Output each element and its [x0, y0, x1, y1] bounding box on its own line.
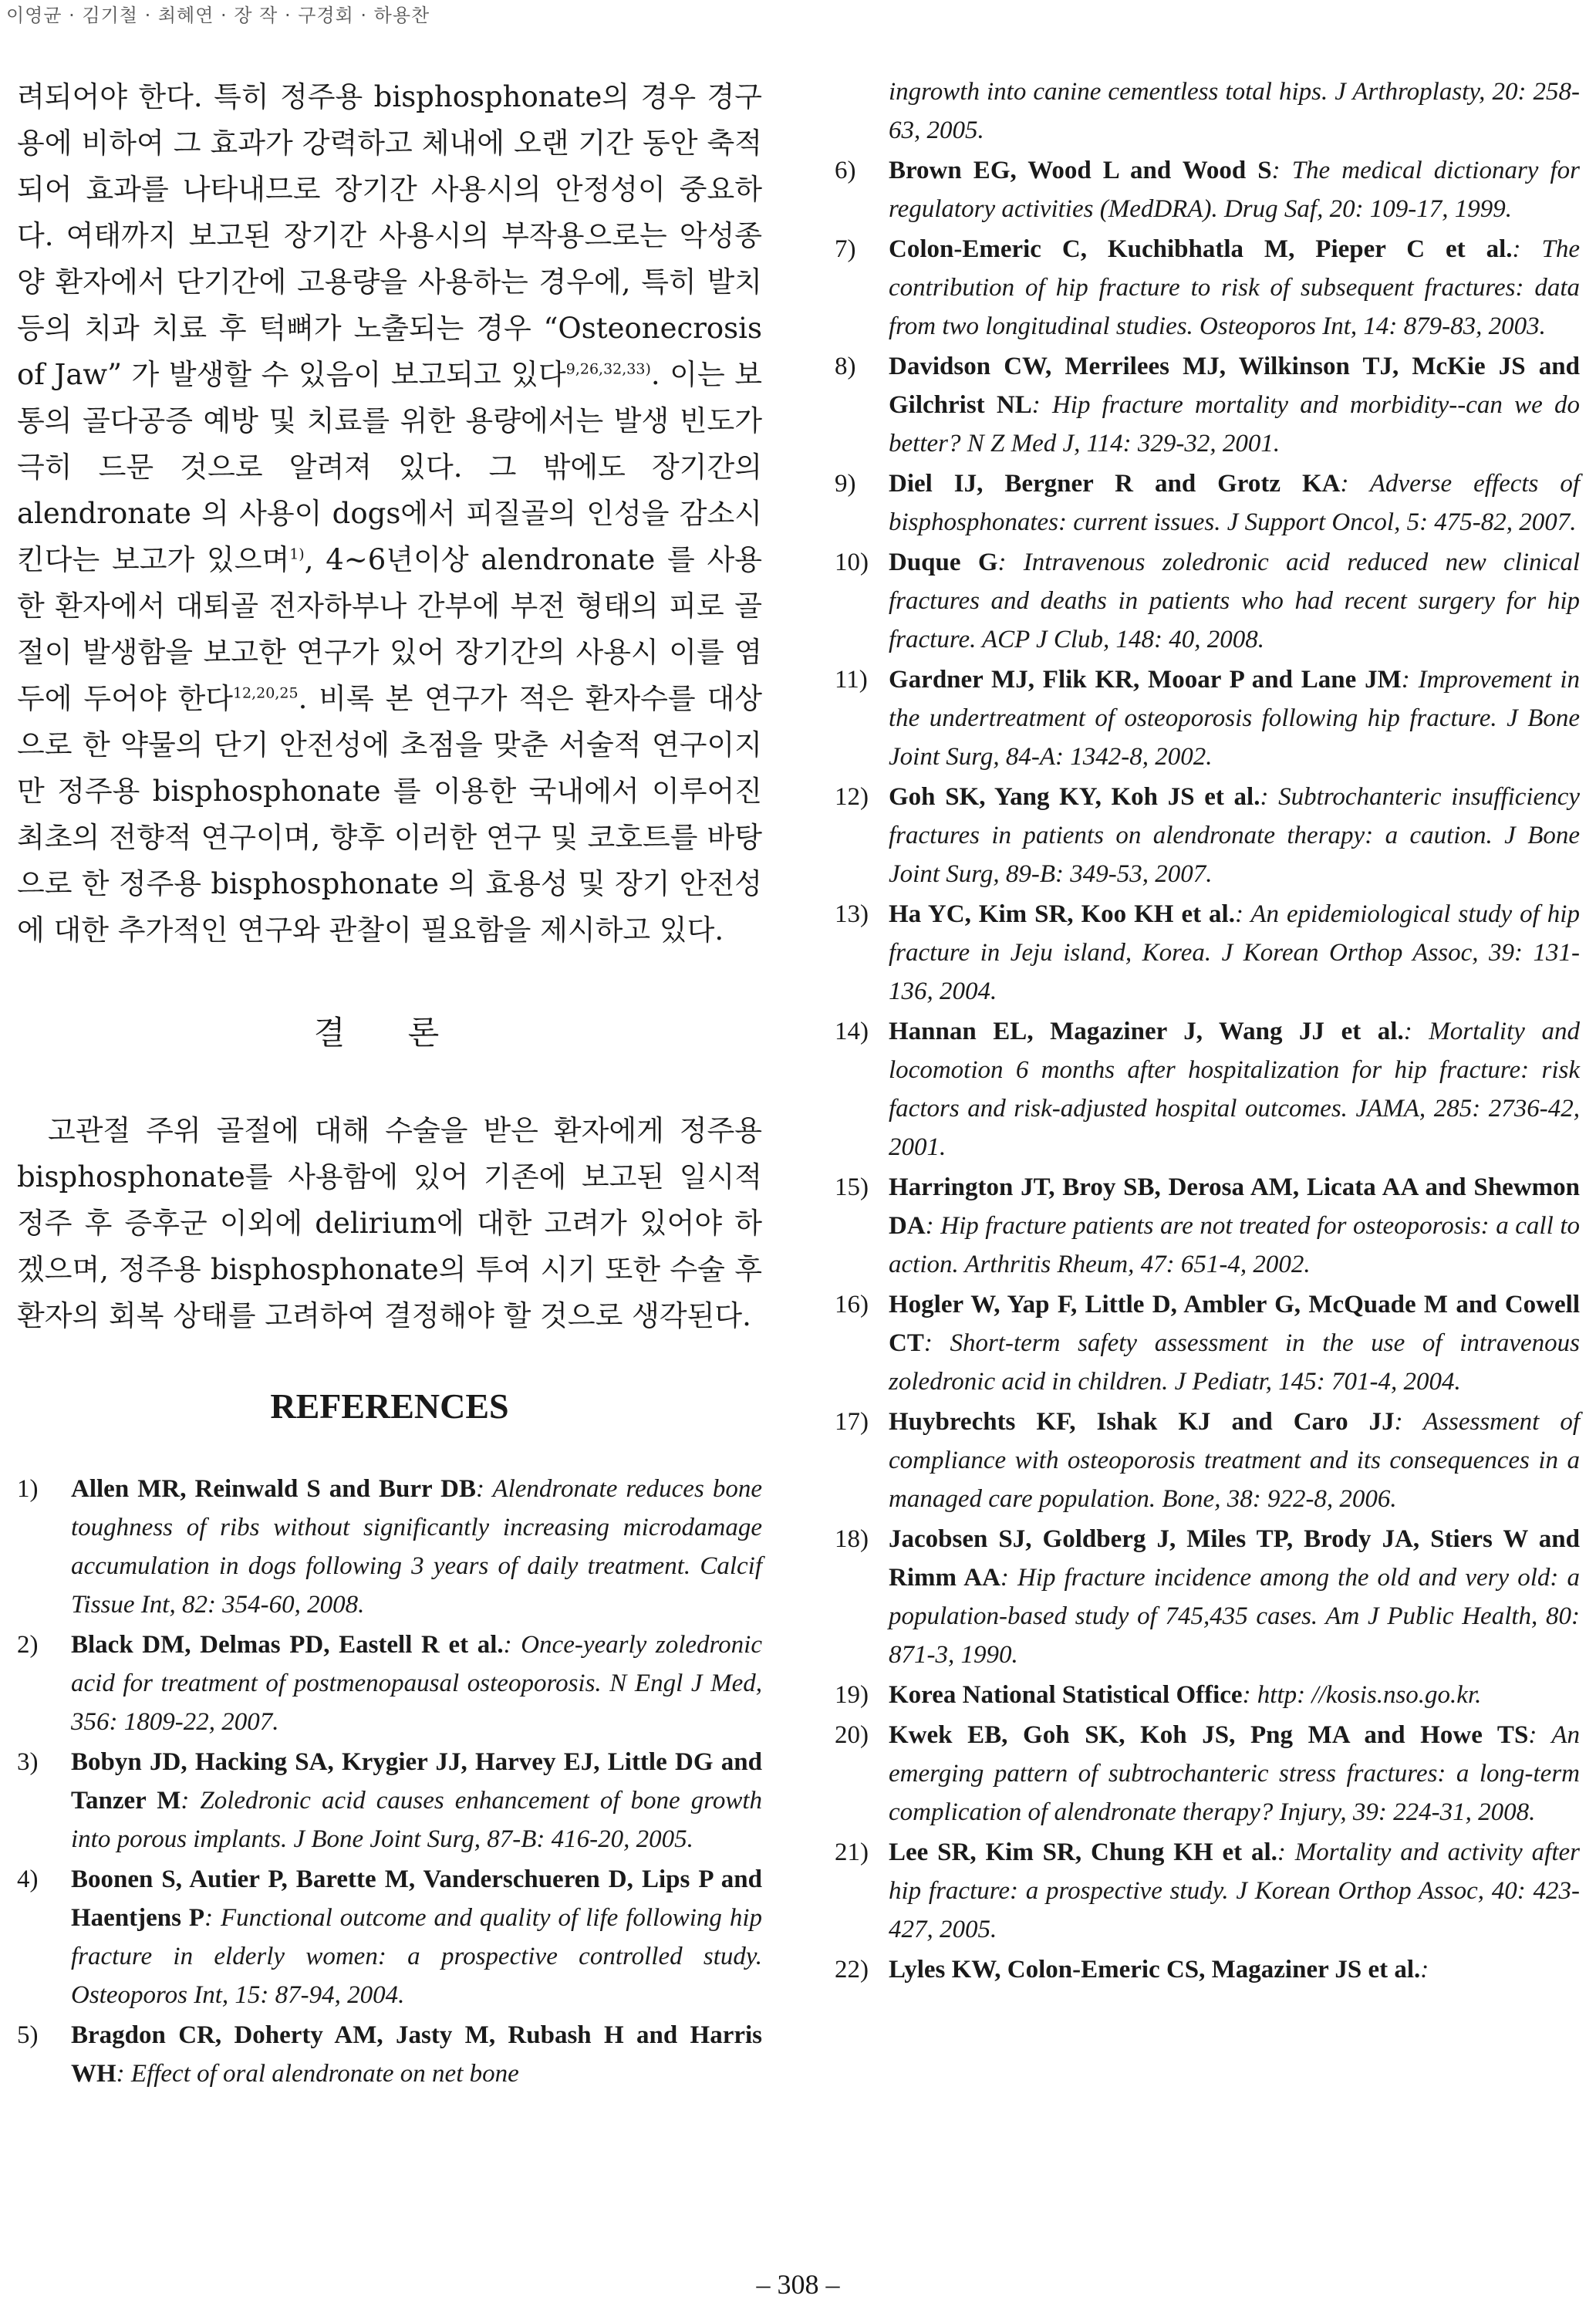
reference-number: 3): [17, 1748, 39, 1776]
paragraph-text-segment: 려되어야 한다. 특히 정주용 bisphosphonate의 경우 경구용에 비하여 그 효과가 강력하고 체내에 오랜 기간 동안 축적되어 효과를 나타내므로 장기간 사용시의 안정성이 중요하다. 여태까지 보고된 장기간 사용시의 부작용으로는 악성종양 환자에서 단기간에 고용량을 사용하는 경우에, 특히 발치 등의 치과 치료 후 턱뼈가 노출되는 경우 “Osteonecrosis of Jaw” 가 발생할 수 있음이 보고되고 있다: [17, 80, 762, 391]
reference-item: [835, 660, 1580, 776]
reference-number: 6): [835, 157, 856, 184]
reference-body: [889, 1716, 1580, 1832]
reference-item: [835, 543, 1580, 659]
reference-citation: : The medical dictionary for regulatory activities (MedDRA). Drug Saf, 20: 109-17, 1999.: [889, 157, 1580, 223]
reference-citation: : Zoledronic acid causes enhancement of bone growth into porous implants. J Bone Joint Surg, 87-B: 416-20, 2005.: [71, 1787, 762, 1853]
reference-authors: Korea National Statistical Office: [889, 1681, 1243, 1709]
reference-body: [889, 1950, 1580, 1989]
reference-authors: Lyles KW, Colon-Emeric CS, Magaziner JS et al.: [889, 1956, 1421, 1984]
reference-body: [889, 230, 1580, 346]
reference-citation: : Improvement in the undertreatment of osteoporosis following hip fracture. J Bone Joint Surg, 84-A: 1342-8, 2002.: [889, 666, 1580, 771]
reference-item: [835, 1168, 1580, 1284]
reference-authors: Brown EG, Wood L and Wood S: [889, 157, 1272, 184]
reference-item: [835, 1833, 1580, 1949]
page-number: – 308 –: [756, 2269, 840, 2300]
reference-item: [835, 895, 1580, 1011]
reference-item: [835, 464, 1580, 542]
reference-body: [889, 151, 1580, 228]
reference-body: [71, 1743, 762, 1859]
reference-citation: : Hip fracture patients are not treated for osteoporosis: a call to action. Arthritis Rheum, 47: 651-4, 2002.: [889, 1212, 1580, 1278]
reference-number: 13): [835, 900, 869, 928]
reference-item: [835, 1950, 1580, 1989]
citation-superscript: 9,26,32,33): [565, 360, 651, 378]
reference-authors: Duque G: [889, 549, 998, 576]
reference-citation: : Hip fracture incidence among the old and very old: a population-based study of 745,435 cases. Am J Public Health, 80: 871-3, 1990.: [889, 1564, 1580, 1669]
reference-item: [835, 1676, 1580, 1714]
references-list-right: [835, 151, 1580, 1989]
reference-number: 8): [835, 353, 856, 380]
reference-item: [835, 1520, 1580, 1674]
reference-citation: :: [1420, 1956, 1429, 1984]
reference-citation: : Alendronate reduces bone toughness of ribs without significantly increasing microdamage accumulation in dogs following 3 years of daily treatment. Calcif Tissue Int, 82: 354-60, 2008.: [71, 1475, 762, 1619]
reference-citation: : An emerging pattern of subtrochanteric stress fractures: a long-term complication of alendronate therapy? Injury, 39: 224-31, 2008.: [889, 1721, 1580, 1826]
reference-number: 22): [835, 1956, 869, 1984]
citation-superscript: 12,20,25: [232, 684, 299, 702]
reference-item: [835, 347, 1580, 463]
reference-number: 1): [17, 1475, 39, 1503]
reference-authors: Diel IJ, Bergner R and Grotz KA: [889, 470, 1341, 498]
reference-authors: Boonen S, Autier P, Barette M, Vanderschueren D, Lips P and Haentjens P: [71, 1865, 762, 1932]
reference-body: [889, 660, 1580, 776]
reference-item: [835, 230, 1580, 346]
reference-authors: Black DM, Delmas PD, Eastell R et al.: [71, 1631, 504, 1659]
reference-authors: Jacobsen SJ, Goldberg J, Miles TP, Brody JA, Stiers W and Rimm AA: [889, 1525, 1580, 1592]
reference-citation: : http: //kosis.nso.go.kr.: [1242, 1681, 1482, 1709]
reference-body: [889, 543, 1580, 659]
reference-authors: Gardner MJ, Flik KR, Mooar P and Lane JM: [889, 666, 1402, 694]
reference-citation: : Once-yearly zoledronic acid for treatment of postmenopausal osteoporosis. N Engl J Med, 356: 1809-22, 2007.: [71, 1631, 762, 1736]
reference-authors: Huybrechts KF, Ishak KJ and Caro JJ: [889, 1408, 1395, 1436]
reference-authors: Lee SR, Kim SR, Chung KH et al.: [889, 1838, 1277, 1866]
conclusion-title: 결 론: [313, 1014, 466, 1052]
reference-body: [889, 778, 1580, 893]
reference-item: [835, 1012, 1580, 1167]
conclusion-paragraph: 고관절 주위 골절에 대해 수술을 받은 환자에게 정주용 bisphosphonate를 사용함에 있어 기존에 보고된 일시적 정주 후 증후군 이외에 delirium에 대한 고려가 있어야 하겠으며, 정주용 bisphosphonate의 투여 시기 또한 수술 후 환자의 회복 상태를 고려하여 결정해야 할 것으로 생각된다.: [17, 1114, 763, 1332]
reference-body: [889, 464, 1580, 542]
reference-number: 7): [835, 235, 856, 263]
reference-number: 19): [835, 1681, 869, 1709]
reference-number: 16): [835, 1291, 869, 1318]
reference-body: [889, 1285, 1580, 1401]
running-header: 이영균 · 김기철 · 최혜연 · 장 작 · 구경회 · 하용찬: [6, 5, 430, 26]
reference-body: [889, 1520, 1580, 1674]
reference-body: [889, 1676, 1580, 1714]
reference-authors: Hannan EL, Magaziner J, Wang JJ et al.: [889, 1018, 1404, 1045]
reference-body: [889, 347, 1580, 463]
reference-item: [835, 151, 1580, 228]
reference-body: [71, 2016, 762, 2093]
reference-item: [835, 1716, 1580, 1832]
reference-body: [71, 1470, 762, 1624]
reference-citation: : Short-term safety assessment in the use of intravenous zoledronic acid in children. J Pediatr, 145: 701-4, 2004.: [889, 1329, 1580, 1396]
paragraph-text-segment: . 비록 본 연구가 적은 환자수를 대상으로 한 약물의 단기 안전성에 초점을 맞춘 서술적 연구이지만 정주용 bisphosphonate 를 이용한 국내에서 이루어진 최초의 전향적 연구이며, 향후 이러한 연구 및 코호트를 바탕으로 한 정주용 bisphosphonate 의 효용성 및 장기 안전성에 대한 추가적인 연구와 관찰이 필요함을 제시하고 있다.: [17, 682, 763, 947]
reference-authors: Bragdon CR, Doherty AM, Jasty M, Rubash H and Harris WH: [71, 2021, 762, 2088]
reference-authors: Bobyn JD, Hacking SA, Krygier JJ, Harvey EJ, Little DG and Tanzer M: [71, 1748, 762, 1815]
reference-continuation: [835, 73, 1580, 150]
reference-item: [835, 778, 1580, 893]
reference-authors: Goh SK, Yang KY, Koh JS et al.: [889, 783, 1260, 811]
reference-citation: : The contribution of hip fracture to risk of subsequent fractures: data from two longitudinal studies. Osteoporos Int, 14: 879-83, 2003.: [889, 235, 1580, 340]
reference-authors: Davidson CW, Merrilees MJ, Wilkinson TJ, McKie JS and Gilchrist NL: [889, 353, 1580, 419]
reference-number: 18): [835, 1525, 869, 1553]
reference-number: 9): [835, 470, 856, 498]
reference-authors: Allen MR, Reinwald S and Burr DB: [71, 1475, 476, 1503]
reference-citation: : An epidemiological study of hip fracture in Jeju island, Korea. J Korean Orthop Assoc, 39: 131-136, 2004.: [889, 900, 1580, 1005]
reference-body: [889, 1403, 1580, 1518]
reference-item: [17, 2016, 762, 2093]
reference-citation: : Adverse effects of bisphosphonates: current issues. J Support Oncol, 5: 475-82, 2007.: [889, 470, 1581, 536]
reference-number: 4): [17, 1865, 39, 1893]
reference-number: 11): [835, 666, 868, 694]
reference-body: [889, 1833, 1580, 1949]
reference-body: [71, 1626, 762, 1741]
reference-citation: : Mortality and activity after hip fracture: a prospective study. J Korean Orthop Assoc, 40: 423-427, 2005.: [889, 1838, 1580, 1943]
reference-citation: : Hip fracture mortality and morbidity--can we do better? N Z Med J, 114: 329-32, 2001.: [889, 391, 1581, 457]
reference-citation: : Effect of oral alendronate on net bone: [116, 2060, 519, 2088]
reference-continuation-text: ingrowth into canine cementless total hips. J Arthroplasty, 20: 258-63, 2005.: [889, 78, 1580, 144]
reference-number: 21): [835, 1838, 869, 1866]
reference-item: [17, 1860, 762, 2014]
reference-number: 2): [17, 1631, 39, 1659]
reference-body: [889, 895, 1580, 1011]
reference-citation: : Intravenous zoledronic acid reduced new clinical fractures and deaths in patients who had recent surgery for hip fracture. ACP J Club, 148: 40, 2008.: [889, 549, 1580, 653]
reference-number: 15): [835, 1173, 869, 1201]
reference-item: [835, 1285, 1580, 1401]
left-column: [17, 74, 762, 2095]
reference-number: 12): [835, 783, 869, 811]
reference-authors: Harrington JT, Broy SB, Derosa AM, Licata AA and Shewmon DA: [889, 1173, 1580, 1240]
reference-body: [889, 1012, 1580, 1167]
reference-authors: Ha YC, Kim SR, Koo KH et al.: [889, 900, 1235, 928]
reference-number: 5): [17, 2021, 39, 2049]
reference-number: 20): [835, 1721, 869, 1749]
discussion-paragraph: [17, 74, 762, 954]
reference-authors: Colon-Emeric C, Kuchibhatla M, Pieper C et al.: [889, 235, 1513, 263]
reference-citation: : Mortality and locomotion 6 months after hospitalization for hip fracture: risk factors and risk-adjusted hospital outcomes. JAMA, 285: 2736-42, 2001.: [889, 1018, 1580, 1161]
reference-number: 17): [835, 1408, 869, 1436]
right-column: [835, 73, 1580, 1990]
paragraph-text-segment: , 4~6년이상 alendronate 를 사용한 환자에서 대퇴골 전자하부나 간부에 부전 형태의 피로 골절이 발생함을 보고한 연구가 있어 장기간의 사용시 이를 염두에 두어야 한다: [17, 543, 763, 715]
reference-item: [17, 1626, 762, 1741]
reference-item: [17, 1743, 762, 1859]
reference-authors: Hogler W, Yap F, Little D, Ambler G, McQuade M and Cowell CT: [889, 1291, 1580, 1357]
reference-item: [835, 1403, 1580, 1518]
paragraph-text-segment: . 이는 보통의 골다공증 예방 및 치료를 위한 용량에서는 발생 빈도가 극히 드문 것으로 알려져 있다. 그 밖에도 장기간의 alendronate 의 사용이 dogs에서 피질골의 인성을 감소시킨다는 보고가 있으며: [17, 358, 762, 576]
citation-superscript: 1): [289, 545, 305, 563]
reference-citation: : Subtrochanteric insufficiency fractures in patients on alendronate therapy: a caution. J Bone Joint Surg, 89-B: 349-53, 2007.: [889, 783, 1581, 888]
reference-authors: Kwek EB, Goh SK, Koh JS, Png MA and Howe TS: [889, 1721, 1529, 1749]
reference-body: [889, 1168, 1580, 1284]
reference-item: [17, 1470, 762, 1624]
reference-number: 14): [835, 1018, 869, 1045]
reference-number: 10): [835, 549, 869, 576]
references-title: REFERENCES: [270, 1386, 509, 1426]
references-list-left: [17, 1470, 762, 2093]
reference-citation: : Assessment of compliance with osteoporosis treatment and its consequences in a managed care population. Bone, 38: 922-8, 2006.: [889, 1408, 1580, 1513]
reference-citation: : Functional outcome and quality of life following hip fracture in elderly women: a prospective controlled study. Osteoporos Int, 15: 87-94, 2004.: [71, 1904, 762, 2009]
reference-body: [71, 1860, 762, 2014]
